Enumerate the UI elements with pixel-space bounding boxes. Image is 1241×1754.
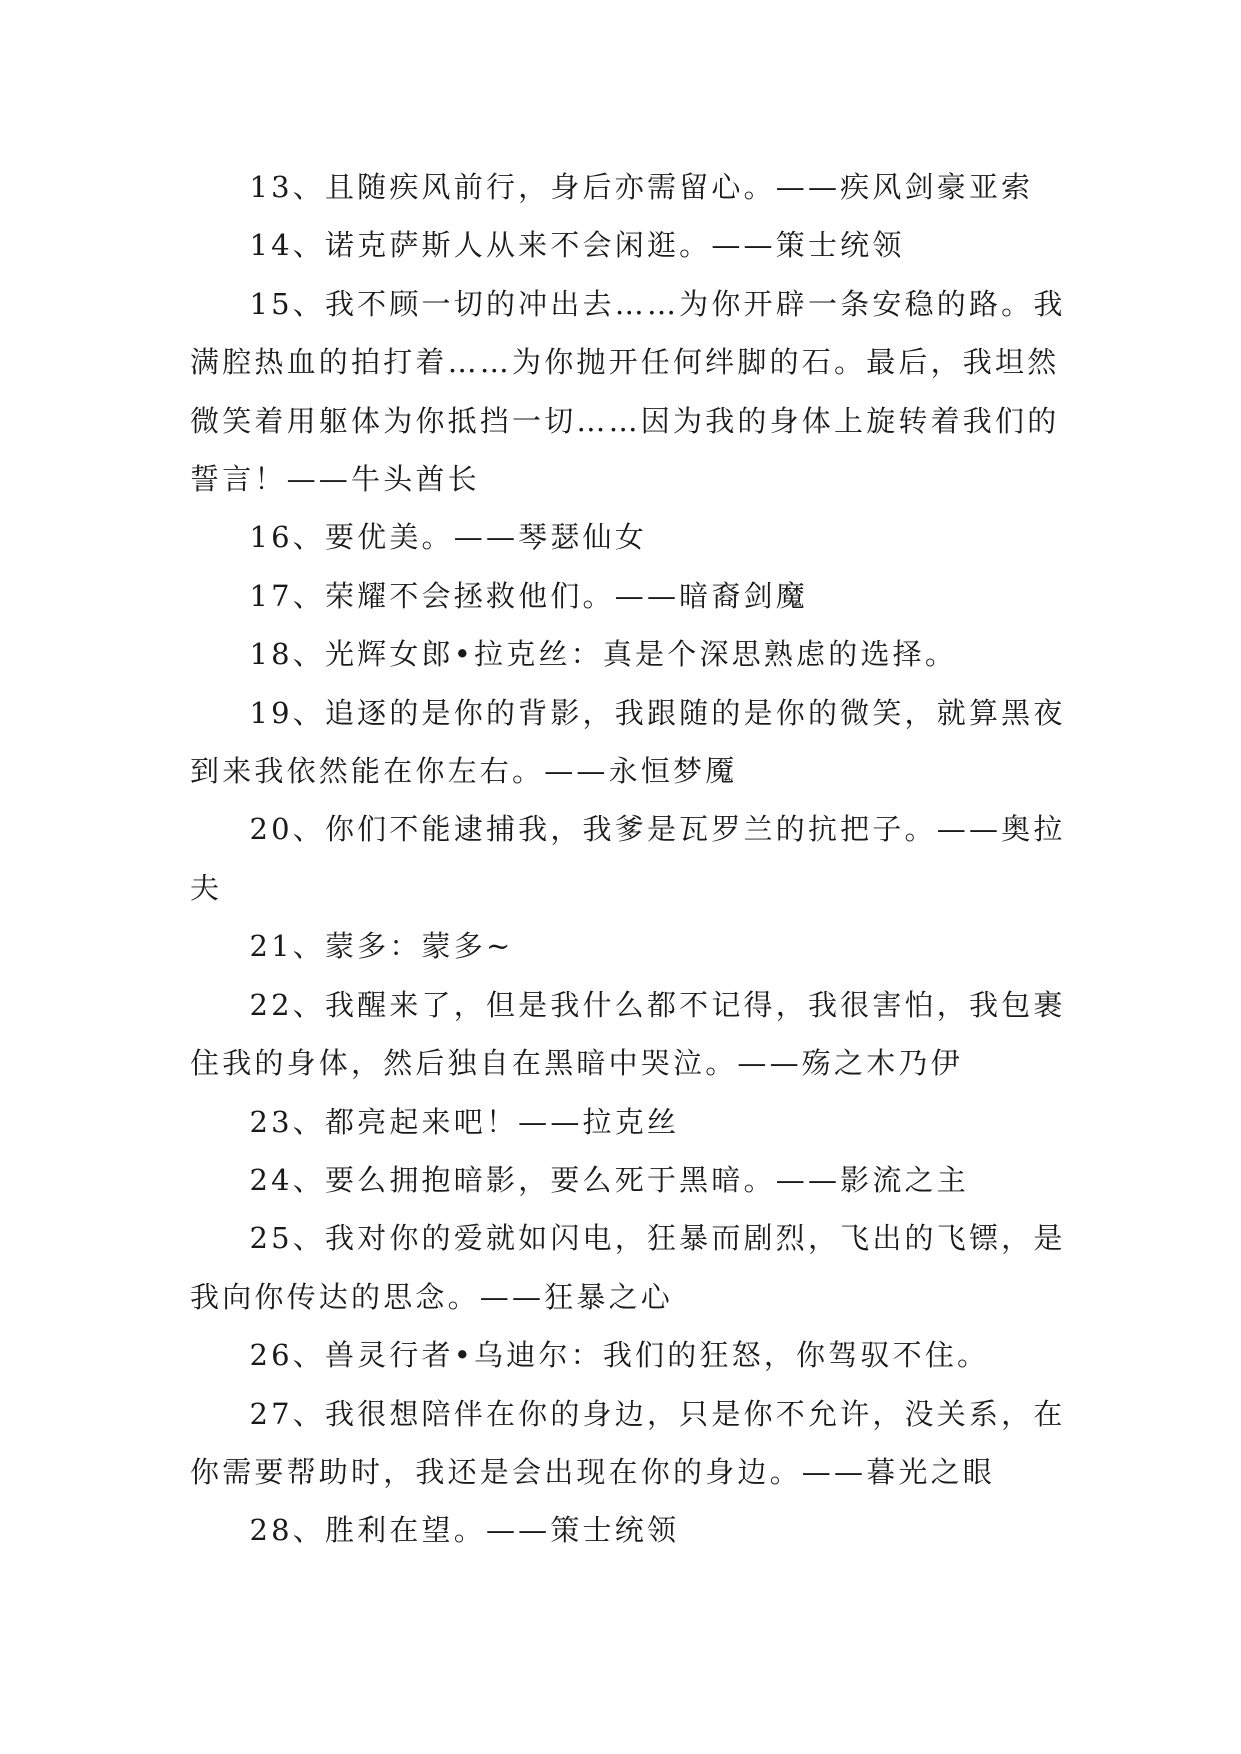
quote-paragraph: 20、你们不能逮捕我，我爹是瓦罗兰的抗把子。——奥拉夫 [190,812,1066,905]
quote-paragraph: 25、我对你的爱就如闪电，狂暴而剧烈，飞出的飞镖，是我向你传达的思念。——狂暴之心 [190,1221,1066,1314]
quote-paragraph: 27、我很想陪伴在你的身边，只是你不允许，没关系，在你需要帮助时，我还是会出现在你的身边。——暮光之眼 [190,1396,1066,1489]
quote-paragraph: 22、我醒来了，但是我什么都不记得，我很害怕，我包裹住我的身体，然后独自在黑暗中哭泣。——殇之木乃伊 [190,987,1066,1081]
quote-paragraph: 14、诺克萨斯人从来不会闲逛。——策士统领 [249,228,905,263]
quote-paragraph: 13、且随疾风前行，身后亦需留心。——疾风剑豪亚索 [249,170,1034,204]
quote-paragraph: 17、荣耀不会拯救他们。——暗裔剑魔 [249,578,808,613]
quote-paragraph: 19、追逐的是你的背影，我跟随的是你的微笑，就算黑夜到来我依然能在你左右。——永恒梦魇 [190,695,1066,789]
document-body [190,158,1070,1560]
quote-paragraph: 26、兽灵行者•乌迪尔：我们的狂怒，你驾驭不住。 [249,1338,990,1373]
quote-paragraph: 24、要么拥抱暗影，要么死于黑暗。——影流之主 [249,1162,969,1197]
quote-paragraph: 15、我不顾一切的冲出去……为你开辟一条安稳的路。我满腔热血的拍打着……为你抛开任何绊脚的石。最后，我坦然微笑着用躯体为你抵挡一切……因为我的身体上旋转着我们的誓言！——牛头酋长 [190,286,1066,497]
quote-paragraph: 28、胜利在望。——策士统领 [249,1513,680,1548]
quote-paragraph: 18、光辉女郎•拉克丝：真是个深思熟虑的选择。 [249,637,958,672]
quote-paragraph: 21、蒙多：蒙多~ [249,929,514,964]
quote-paragraph: 23、都亮起来吧！——拉克丝 [249,1104,680,1139]
quote-paragraph: 16、要优美。——琴瑟仙女 [249,520,647,555]
